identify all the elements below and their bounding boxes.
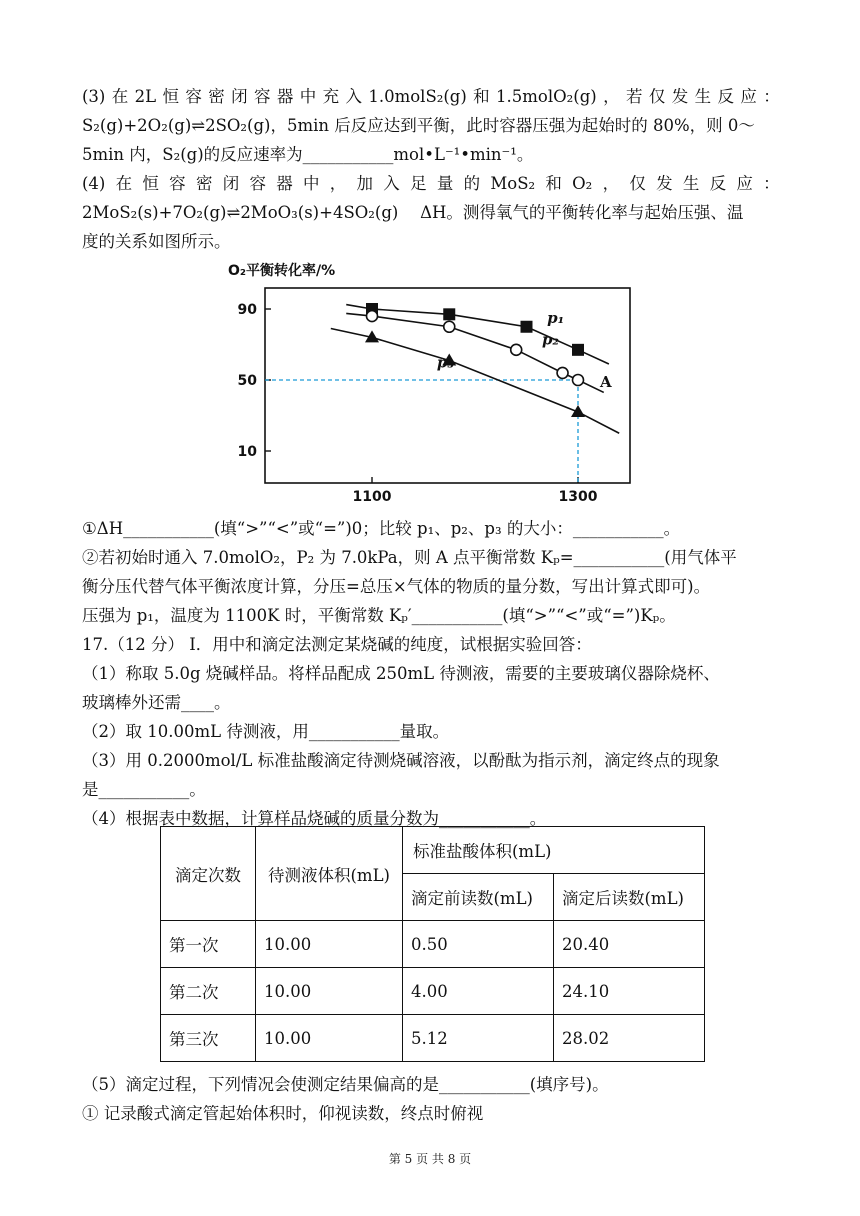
- series-label: p₃: [436, 353, 454, 372]
- q17-s5: （5）滴定过程，下列情况会使测定结果偏高的是___________(填序号)。: [82, 1075, 609, 1094]
- series-label: p₂: [541, 330, 560, 349]
- table-row: 第二次 10.00 4.00 24.10: [161, 968, 705, 1015]
- data-point: [572, 344, 584, 356]
- q3-line-3: 5min 内，S₂(g)的反应速率为___________mol•L⁻¹•min⁻¹。: [82, 145, 534, 164]
- point-a-label: A: [600, 373, 612, 391]
- header-after: 滴定后读数(mL): [554, 874, 705, 921]
- q4-line-1: (4) 在 恒 容 密 闭 容 器 中 ， 加 入 足 量 的 MoS₂ 和 O₂ ， 仅 发 生 反 应 ：: [82, 174, 780, 193]
- q17-title: 17.（12 分） I．用中和滴定法测定某烧碱的纯度，试根据实验回答：: [82, 635, 592, 654]
- x-axis-label: [464, 509, 491, 510]
- header-volume: 待测液体积(mL): [256, 827, 403, 921]
- q17-s3b: 是___________。: [82, 780, 206, 799]
- q4-sub-2c: 压强为 p₁，温度为 1100K 时，平衡常数 Kₚ′___________(填“>”“<”或“=”)Kₚ。: [82, 606, 676, 625]
- y-tick-label: 10: [237, 444, 257, 460]
- q3-line-2: S₂(g)+2O₂(g)⇌2SO₂(g)，5min 后反应达到平衡，此时容器压强为起始时的 80%，则 0～: [82, 116, 755, 135]
- x-tick-label: 1100: [352, 489, 392, 505]
- data-point: [444, 321, 455, 332]
- y-tick-label: 90: [237, 302, 257, 318]
- conversion-rate-chart: [220, 255, 640, 510]
- y-axis-label: O₂平衡转化率/%: [228, 263, 336, 279]
- table-row: 第三次 10.00 5.12 28.02: [161, 1015, 705, 1062]
- titration-table: [160, 826, 705, 1062]
- series-label: p₁: [547, 309, 565, 328]
- q4-sub-2b: 衡分压代替气体平衡浓度计算，分压=总压×气体的物质的量分数，写出计算式即可)。: [82, 577, 711, 596]
- data-point: [521, 321, 533, 333]
- q4-sub-2a: ②若初始时通入 7.0molO₂，P₂ 为 7.0kPa，则 A 点平衡常数 Kₚ=___________(用气体平: [82, 548, 737, 567]
- data-point: [511, 344, 522, 355]
- q17-s2: （2）取 10.00mL 待测液，用___________量取。: [82, 722, 450, 741]
- q4-sub-1: ①ΔH___________(填“>”“<”或“=”)0；比较 p₁、p₂、p₃ 的大小：___________。: [82, 519, 681, 538]
- q17-s3a: （3）用 0.2000mol/L 标准盐酸滴定待测烧碱溶液，以酚酞为指示剂，滴定终点的现象: [82, 751, 720, 770]
- q17-s1a: （1）称取 5.0g 烧碱样品。将样品配成 250mL 待测液，需要的主要玻璃仪器除烧杯、: [82, 664, 720, 683]
- x-tick-label: 1300: [558, 489, 598, 505]
- table-row: 第一次 10.00 0.50 20.40: [161, 921, 705, 968]
- q17-s1b: 玻璃棒外还需____。: [82, 693, 231, 712]
- q17-s5-option-1: ① 记录酸式滴定管起始体积时，仰视读数，终点时俯视: [82, 1104, 484, 1123]
- header-count: 滴定次数: [161, 827, 256, 921]
- series-line-1: [346, 305, 609, 364]
- header-standard-hcl: 标准盐酸体积(mL): [403, 827, 705, 874]
- data-point: [573, 375, 584, 386]
- q4-line-3: 度的关系如图所示。: [82, 232, 231, 251]
- header-before: 滴定前读数(mL): [403, 874, 554, 921]
- data-point: [571, 405, 585, 417]
- data-point: [443, 308, 455, 320]
- y-tick-label: 50: [237, 373, 257, 389]
- data-point: [367, 311, 378, 322]
- question-3: [82, 82, 780, 256]
- question-4-subquestions: [82, 514, 780, 833]
- data-point: [557, 367, 568, 378]
- q17-s4: （4）根据表中数据，计算样品烧碱的质量分数为___________。: [82, 809, 547, 828]
- q3-line-1: (3) 在 2L 恒 容 密 闭 容 器 中 充 入 1.0molS₂(g) 和 1.5molO₂(g) ， 若 仅 发 生 反 应 ：: [82, 87, 780, 106]
- question-17-5: [82, 1070, 780, 1128]
- q4-line-2: 2MoS₂(s)+7O₂(g)⇌2MoO₃(s)+4SO₂(g) ΔH。测得氧气的平衡转化率与起始压强、温: [82, 203, 744, 222]
- page-footer: 第 5 页 共 8 页: [388, 1152, 472, 1166]
